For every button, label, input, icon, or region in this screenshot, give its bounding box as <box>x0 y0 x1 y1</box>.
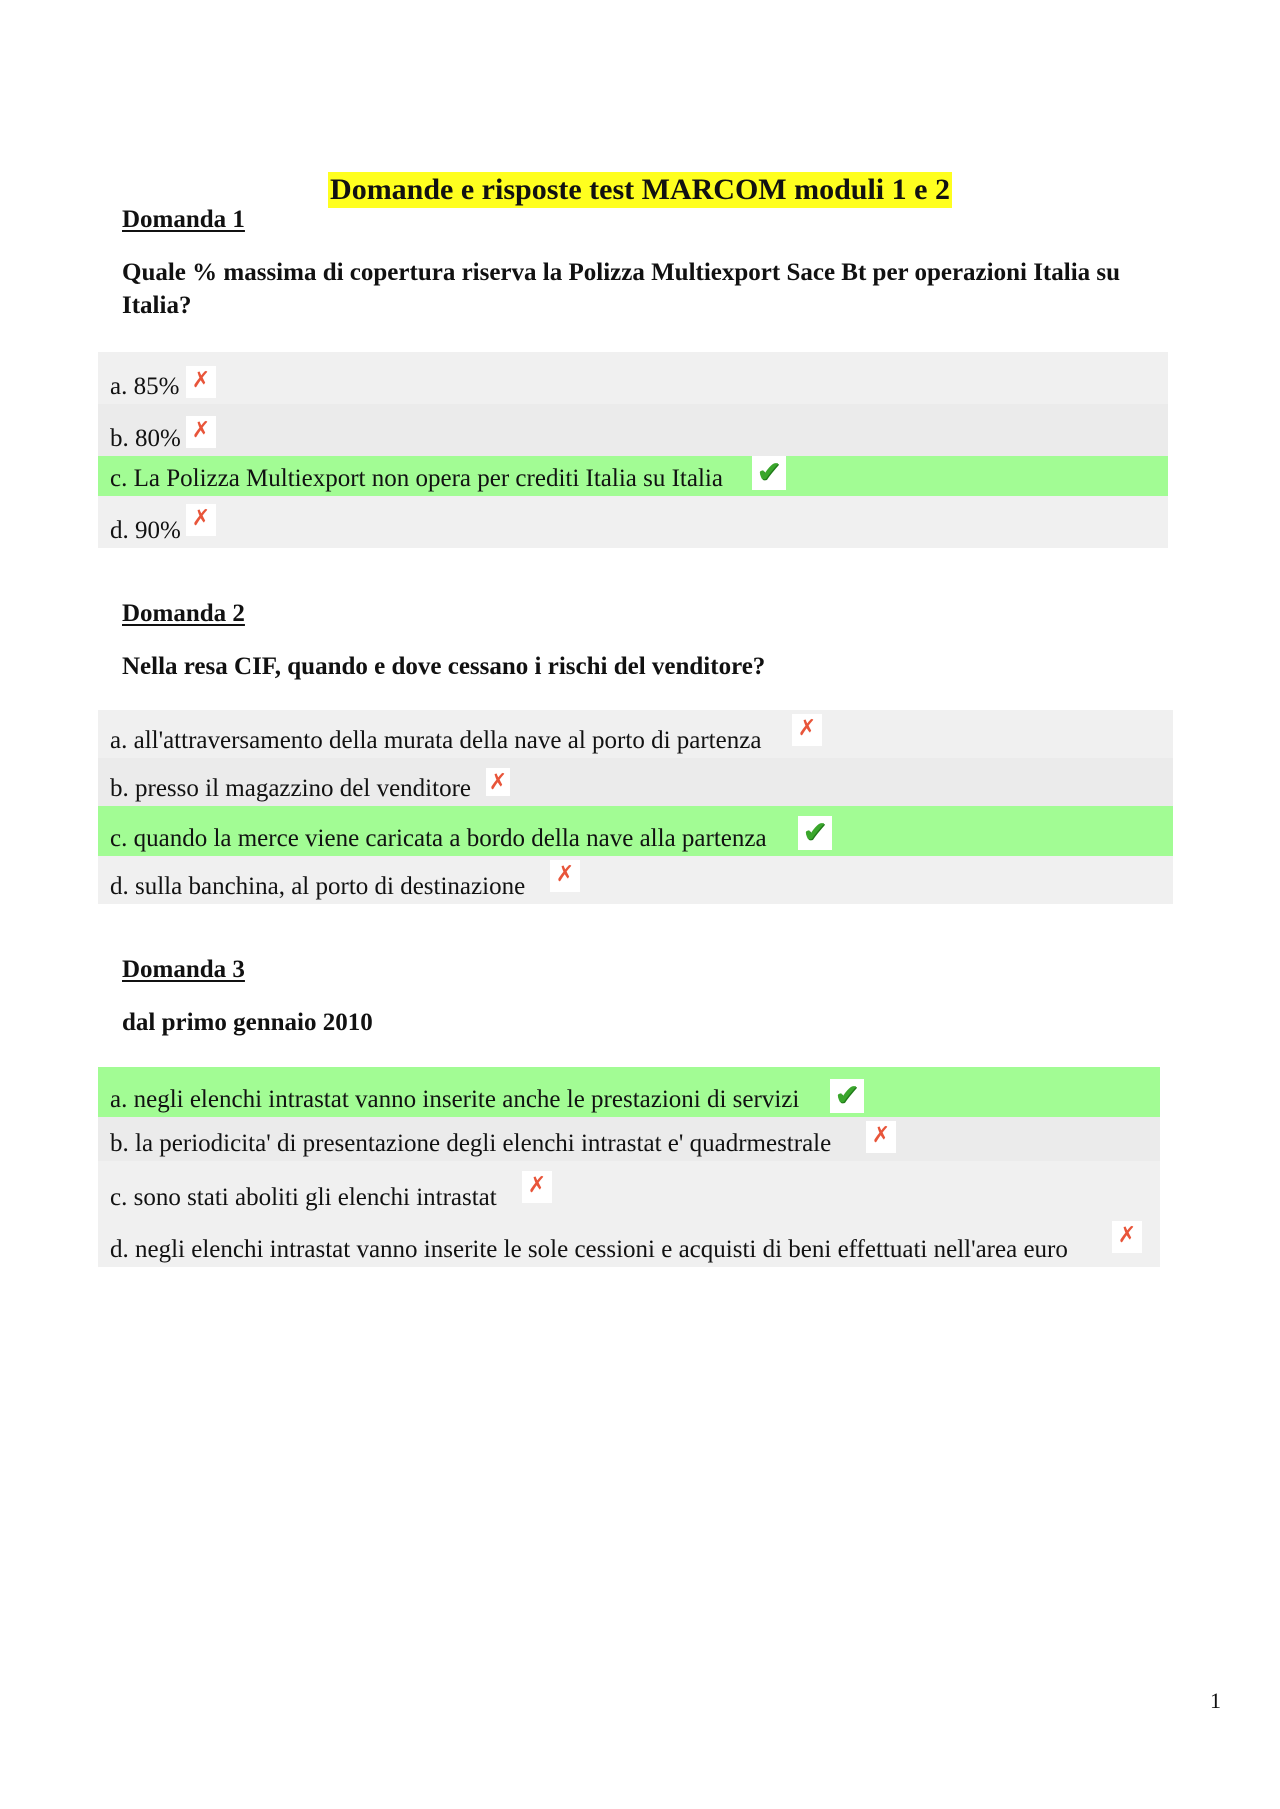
question-1-answers <box>98 352 1168 548</box>
question-2-text: Nella resa CIF, quando e dove cessano i rischi del venditore? <box>122 653 766 680</box>
answer-3b[interactable] <box>98 1117 1160 1161</box>
answer-2d[interactable] <box>98 856 1173 904</box>
cross-icon: ✗ <box>486 768 510 796</box>
answer-3a[interactable] <box>98 1067 1160 1117</box>
question-3-heading: Domanda 3 <box>122 956 245 983</box>
question-2-heading: Domanda 2 <box>122 600 245 627</box>
cross-icon: ✗ <box>550 860 580 892</box>
answer-label: c. quando la merce viene caricata a bordo della nave alla partenza <box>110 825 767 852</box>
cross-icon: ✗ <box>186 416 216 448</box>
question-2-answers <box>98 710 1173 904</box>
answer-label: a. 85% <box>110 373 180 400</box>
cross-icon: ✗ <box>522 1171 552 1203</box>
answer-label: c. La Polizza Multiexport non opera per crediti Italia su Italia <box>110 465 723 492</box>
answer-2c[interactable] <box>98 806 1173 856</box>
answer-2b[interactable] <box>98 758 1173 806</box>
question-1-heading: Domanda 1 <box>122 206 245 233</box>
answer-3c[interactable] <box>98 1161 1160 1215</box>
answer-label: d. negli elenchi intrastat vanno inserite le sole cessioni e acquisti di beni effettuati nell'area euro <box>110 1236 1068 1263</box>
page-title: Domande e risposte test MARCOM moduli 1 e 2 <box>330 173 950 206</box>
answer-1d[interactable] <box>98 496 1168 548</box>
answer-label: d. 90% <box>110 517 181 544</box>
answer-3d[interactable] <box>98 1215 1160 1267</box>
answer-label: c. sono stati aboliti gli elenchi intrastat <box>110 1184 497 1211</box>
page-number: 1 <box>1210 1688 1221 1713</box>
answer-2a[interactable] <box>98 710 1173 758</box>
question-3-answers <box>98 1067 1160 1267</box>
page-title-wrapper <box>0 172 1280 208</box>
cross-icon: ✗ <box>866 1121 896 1153</box>
answer-1a[interactable] <box>98 352 1168 404</box>
checkmark-icon: ✔ <box>752 456 786 490</box>
answer-label: d. sulla banchina, al porto di destinazione <box>110 873 526 900</box>
question-3-text: dal primo gennaio 2010 <box>122 1009 373 1036</box>
question-1-text: Quale % massima di copertura riserva la Polizza Multiexport Sace Bt per operazioni Italia su Italia? <box>122 259 1121 319</box>
cross-icon: ✗ <box>186 366 216 398</box>
answer-label: a. negli elenchi intrastat vanno inserite anche le prestazioni di servizi <box>110 1086 800 1113</box>
answer-label: b. 80% <box>110 425 181 452</box>
answer-label: b. la periodicita' di presentazione degli elenchi intrastat e' quadrmestrale <box>110 1130 832 1157</box>
answer-label: b. presso il magazzino del venditore <box>110 775 471 802</box>
answer-1b[interactable] <box>98 404 1168 456</box>
checkmark-icon: ✔ <box>798 816 832 850</box>
checkmark-icon: ✔ <box>830 1079 864 1113</box>
cross-icon: ✗ <box>186 504 216 536</box>
cross-icon: ✗ <box>1112 1221 1142 1253</box>
answer-1c[interactable] <box>98 456 1168 496</box>
answer-label: a. all'attraversamento della murata della nave al porto di partenza <box>110 727 762 754</box>
cross-icon: ✗ <box>792 714 822 746</box>
